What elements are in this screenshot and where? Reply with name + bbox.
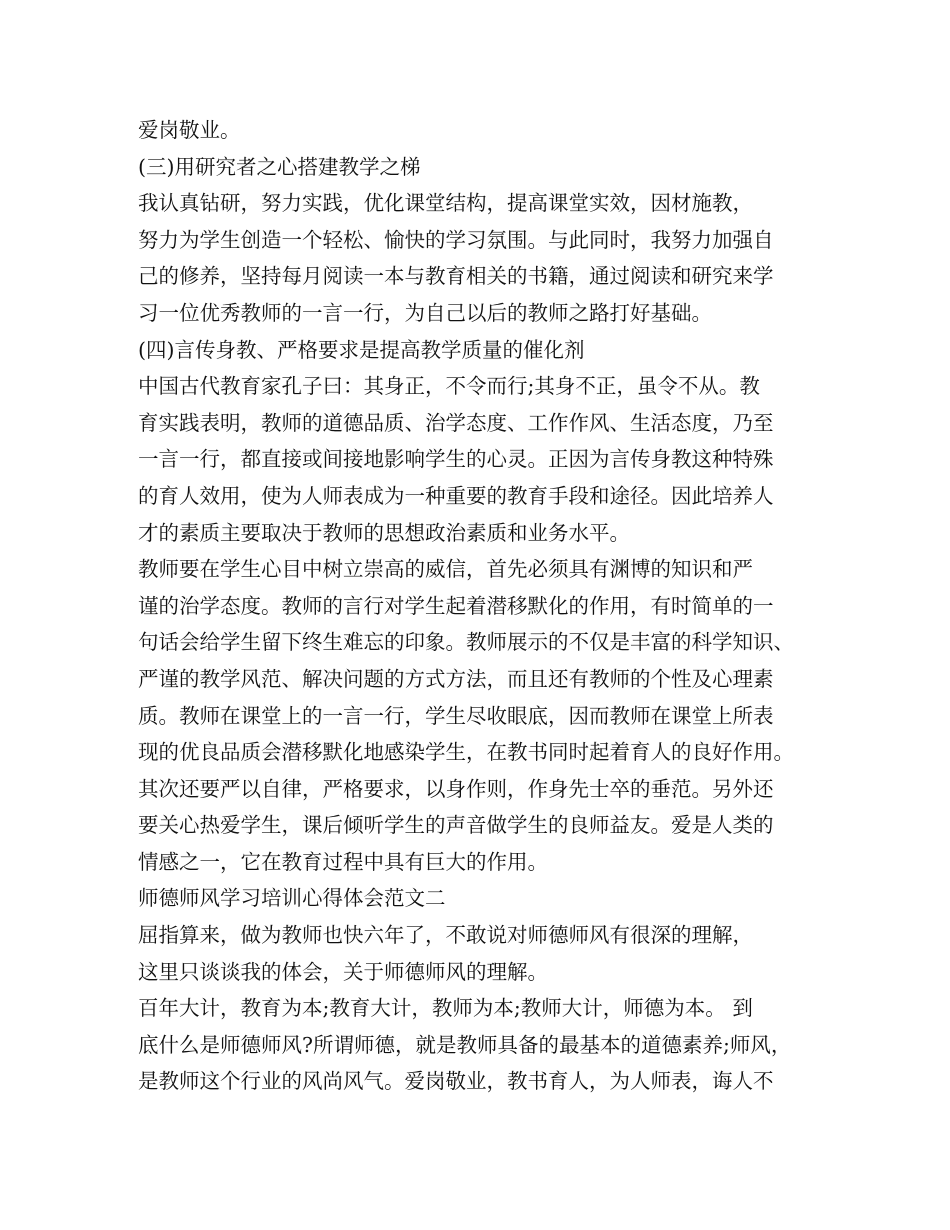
text-line: 努力为学生创造一个轻松、愉快的学习氛围。与此同时，我努力加强自 [138, 227, 774, 252]
text-line: 谨的治学态度。教师的言行对学生起着潜移默化的作用，有时简单的一 [138, 593, 774, 618]
text-line: 育实践表明，教师的道德品质、治学态度、工作作风、生活态度，乃至 [138, 410, 774, 435]
text-line: 中国古代教育家孔子曰：其身正，不令而行;其身不正，虽令不从。教 [138, 374, 760, 399]
text-line: 教师要在学生心目中树立崇高的威信，首先必须具有渊博的知识和严 [138, 557, 753, 582]
text-line: 句话会给学生留下终生难忘的印象。教师展示的不仅是丰富的科学知识、 [138, 630, 794, 655]
text-line: 严谨的教学风范、解决问题的方式方法，而且还有教师的个性及心理素 [138, 666, 774, 691]
text-line: 习一位优秀教师的一言一行，为自己以后的教师之路打好基础。 [138, 300, 712, 325]
text-line: 一言一行，都直接或间接地影响学生的心灵。正因为言传身教这种特殊 [138, 447, 774, 472]
document-body [138, 112, 828, 1100]
text-line: 是教师这个行业的风尚风气。爱岗敬业，教书育人，为人师表，诲人不 [138, 1069, 774, 1094]
section-heading-3: (三)用研究者之心搭建教学之梯 [138, 154, 421, 179]
text-line: 我认真钻研，努力实践，优化课堂结构，提高课堂实效，因材施教， [138, 191, 753, 216]
text-line: 百年大计，教育为本;教育大计，教师为本;教师大计，师德为本。 到 [138, 996, 753, 1021]
text-line: 要关心热爱学生，课后倾听学生的声音做学生的良师益友。爱是人类的 [138, 813, 774, 838]
text-line: 情感之一，它在教育过程中具有巨大的作用。 [138, 849, 548, 874]
article-title: 师德师风学习培训心得体会范文二 [138, 886, 446, 911]
text-line: 才的素质主要取决于教师的思想政治素质和业务水平。 [138, 520, 630, 545]
text-line: 质。教师在课堂上的一言一行，学生尽收眼底，因而教师在课堂上所表 [138, 703, 774, 728]
section-heading-4: (四)言传身教、严格要求是提高教学质量的催化剂 [138, 337, 585, 362]
text-line: 其次还要严以自律，严格要求，以身作则，作身先士卒的垂范。另外还 [138, 776, 774, 801]
text-line: 屈指算来，做为教师也快六年了，不敢说对师德师风有很深的理解， [138, 923, 753, 948]
text-line: 爱岗敬业。 [138, 118, 241, 142]
text-line: 底什么是师德师风?所谓师德，就是教师具备的最基本的道德素养;师风， [138, 1032, 792, 1057]
text-line: 己的修养，坚持每月阅读一本与教育相关的书籍，通过阅读和研究来学 [138, 264, 774, 289]
text-line: 现的优良品质会潜移默化地感染学生，在教书同时起着育人的良好作用。 [138, 740, 794, 765]
text-line: 的育人效用，使为人师表成为一种重要的教育手段和途径。因此培养人 [138, 483, 774, 508]
text-line: 这里只谈谈我的体会，关于师德师风的理解。 [138, 959, 548, 984]
